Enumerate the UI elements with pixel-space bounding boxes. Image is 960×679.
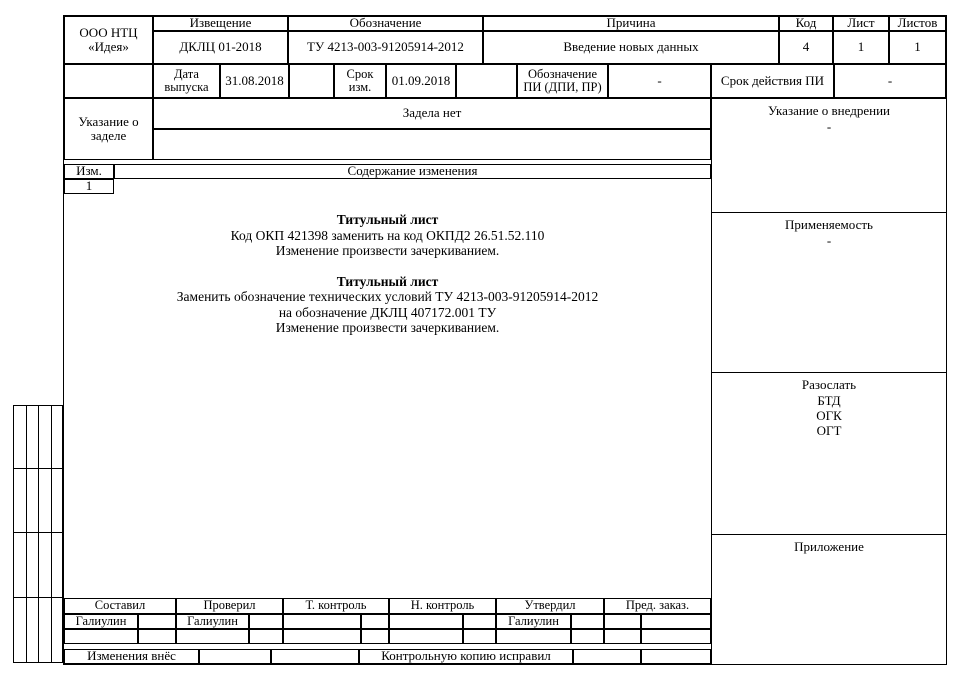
role-approved: Утвердил [496, 598, 604, 614]
strip-divider [14, 597, 62, 598]
name-approved: Галиулин [496, 614, 571, 629]
change-line: Код ОКП 421398 заменить на код ОКПД2 26.51.52.110 [230, 227, 545, 243]
left-margin-strip [13, 405, 63, 663]
designation-value: ТУ 4213-003-91205914-2012 [288, 31, 483, 64]
strip-divider [38, 406, 39, 662]
date-cell [64, 629, 138, 644]
document-frame [63, 15, 947, 665]
change-line: Заменить обозначение технических условий ТУ 4213-003-91205914-2012 [176, 289, 599, 304]
date-cell [138, 629, 176, 644]
date-cell [463, 629, 496, 644]
pi-designation-value: - [608, 64, 711, 98]
empty-cell [289, 64, 334, 98]
change-content-body [64, 194, 711, 598]
sheet-label: Лист [833, 16, 889, 31]
strip-divider [14, 468, 62, 469]
distribute-title: Разослать [801, 377, 857, 392]
company-empty-cell [64, 64, 153, 98]
distribute-item: БТД [817, 393, 841, 408]
name-customer-rep [641, 614, 711, 629]
distribute-section [712, 372, 946, 534]
issue-date-value: 31.08.2018 [220, 64, 289, 98]
strip-divider [26, 406, 27, 662]
sheets-value: 1 [889, 31, 946, 64]
empty-cell [271, 649, 359, 664]
role-checked: Проверил [176, 598, 283, 614]
date-cell [496, 629, 571, 644]
date-cell [361, 629, 389, 644]
izm-number: 1 [64, 179, 114, 194]
change-term-label: Срок изм. [334, 64, 386, 98]
date-cell [571, 629, 604, 644]
reason-value: Введение новых данных [483, 31, 779, 64]
distribute-item: ОГТ [816, 423, 842, 438]
reserve-empty-row [153, 129, 711, 160]
issue-date-label: Дата выпуска [153, 64, 220, 98]
empty-cell [456, 64, 517, 98]
signature-cell [463, 614, 496, 629]
change-term-value: 01.09.2018 [386, 64, 456, 98]
appendix-section [712, 534, 946, 663]
pi-designation-label: Обозначение ПИ (ДПИ, ПР) [517, 64, 608, 98]
change-line: Изменение произвести зачеркиванием. [275, 243, 500, 258]
designation-label: Обозначение [288, 16, 483, 31]
reason-label: Причина [483, 16, 779, 31]
implementation-value: - [826, 119, 832, 134]
date-cell [604, 629, 641, 644]
appendix-title: Приложение [794, 539, 864, 554]
change-content-label: Содержание изменения [114, 164, 711, 179]
signature-cell [138, 614, 176, 629]
implementation-section [712, 99, 946, 212]
date-cell [641, 629, 711, 644]
name-compiled: Галиулин [64, 614, 138, 629]
pi-validity-value: - [834, 64, 946, 98]
date-cell [249, 629, 283, 644]
signature-cell [571, 614, 604, 629]
name-tech-control [283, 614, 361, 629]
name-norm-control [389, 614, 463, 629]
name-checked: Галиулин [176, 614, 249, 629]
notice-label: Извещение [153, 16, 288, 31]
empty-cell [199, 649, 271, 664]
change-block-title: Титульный лист [336, 273, 439, 289]
empty-cell [641, 649, 711, 664]
pi-validity-label: Срок действия ПИ [711, 64, 834, 98]
signature-cell [361, 614, 389, 629]
signature-cell [249, 614, 283, 629]
distribute-item: ОГК [816, 408, 842, 423]
sheet-value: 1 [833, 31, 889, 64]
right-panel [711, 98, 946, 664]
signature-cell [604, 614, 641, 629]
applicability-title: Применяемость [785, 217, 873, 232]
date-cell [389, 629, 463, 644]
strip-divider [14, 532, 62, 533]
change-block-title: Титульный лист [336, 212, 439, 227]
change-line: на обозначение ДКЛЦ 407172.001 ТУ [278, 304, 497, 320]
code-label: Код [779, 16, 833, 31]
changes-entered-label: Изменения внёс [64, 649, 199, 664]
control-copy-label: Контрольную копию исправил [359, 649, 573, 664]
date-cell [176, 629, 249, 644]
applicability-section [712, 212, 946, 372]
empty-cell [573, 649, 641, 664]
sheets-label: Листов [889, 16, 946, 31]
reserve-label: Указание о заделе [64, 98, 153, 160]
implementation-title: Указание о внедрении [768, 103, 890, 118]
role-compiled: Составил [64, 598, 176, 614]
code-value: 4 [779, 31, 833, 64]
change-line: Изменение произвести зачеркиванием. [275, 320, 500, 335]
applicability-value: - [826, 233, 832, 248]
role-customer-rep: Пред. заказ. [604, 598, 711, 614]
company-name: ООО НТЦ «Идея» [64, 16, 153, 64]
notice-value: ДКЛЦ 01-2018 [153, 31, 288, 64]
date-cell [283, 629, 361, 644]
reserve-value: Задела нет [153, 98, 711, 129]
role-tech-control: Т. контроль [283, 598, 389, 614]
role-norm-control: Н. контроль [389, 598, 496, 614]
strip-divider [51, 406, 52, 662]
izm-column-label: Изм. [64, 164, 114, 179]
